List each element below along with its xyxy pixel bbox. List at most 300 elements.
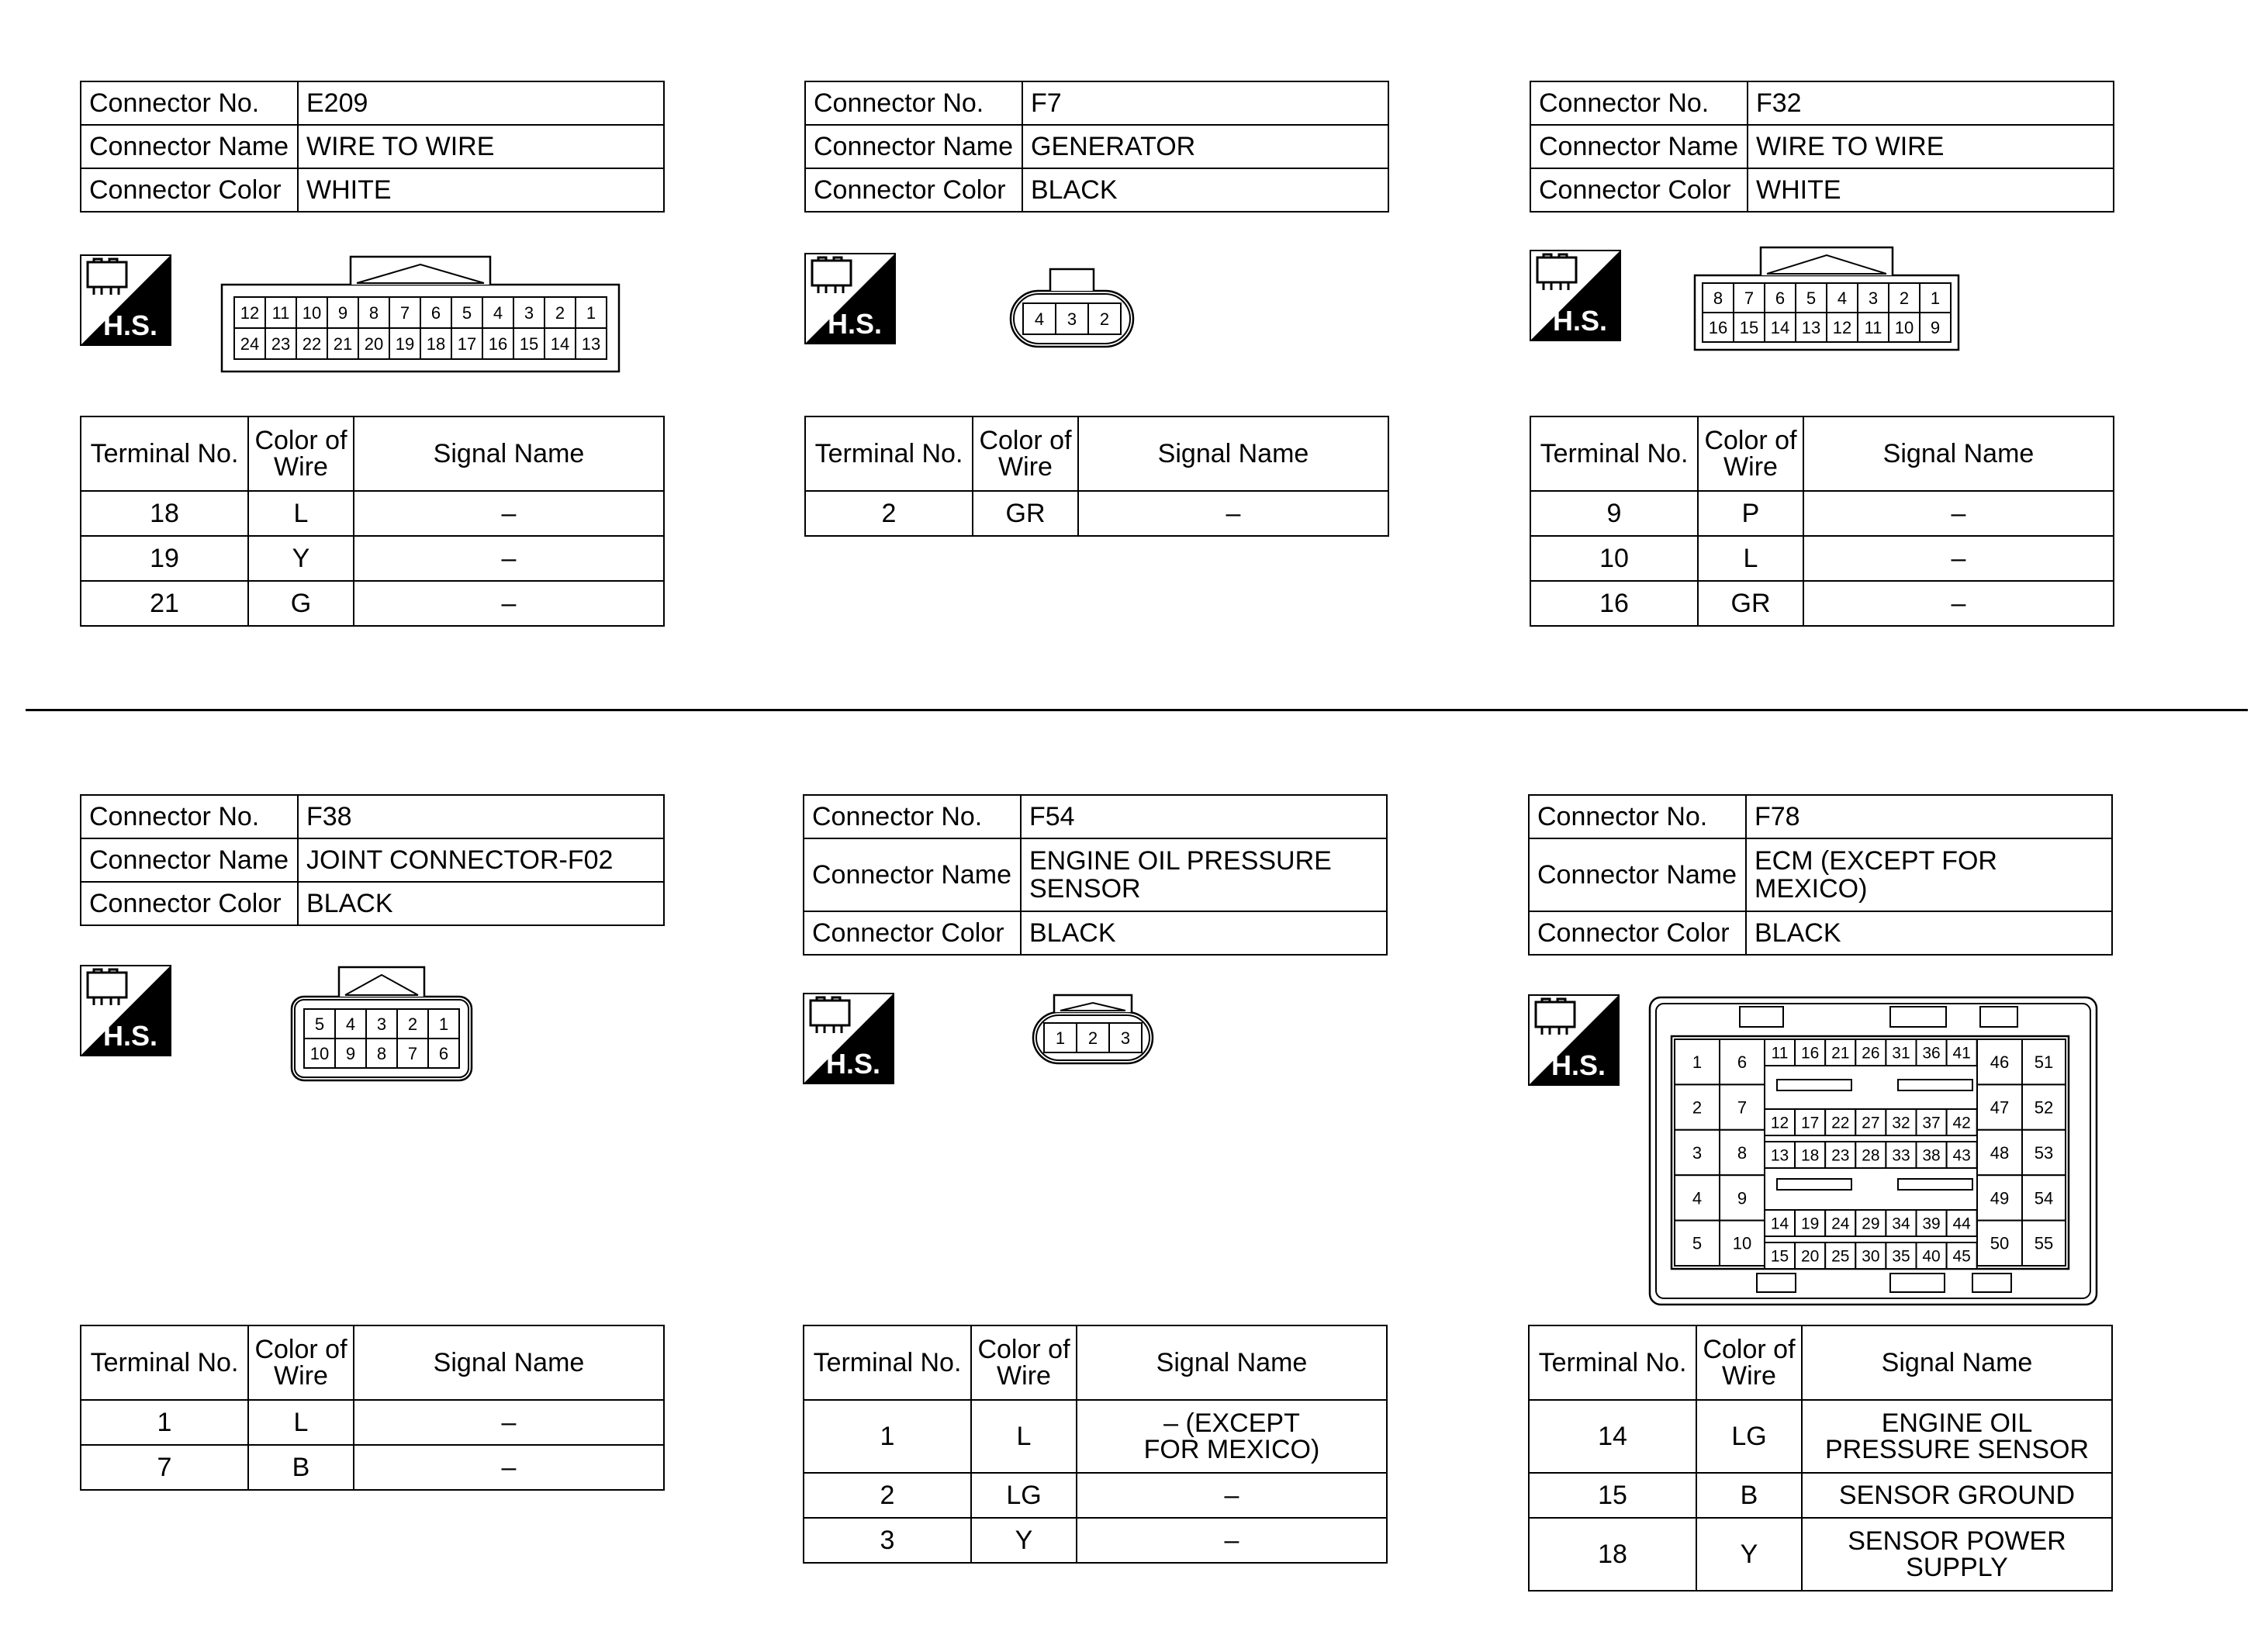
svg-text:3: 3 <box>376 1014 387 1034</box>
connector-no-label: Connector No. <box>805 81 1022 125</box>
terminal-pin <box>1977 1130 2022 1175</box>
connector-name: WIRE TO WIRE <box>298 125 664 168</box>
terminal-pin <box>451 297 482 328</box>
connector-color: BLACK <box>1746 911 2112 955</box>
connector-no: F78 <box>1746 795 2112 838</box>
svg-text:12: 12 <box>240 302 260 323</box>
table-row <box>81 581 664 626</box>
terminal-pin <box>1109 1023 1142 1052</box>
svg-text:14: 14 <box>550 334 570 354</box>
svg-text:9: 9 <box>1930 317 1941 337</box>
terminal-pin <box>420 297 451 328</box>
terminal-pin <box>1917 1109 1947 1135</box>
terminal-pin <box>1077 1023 1109 1052</box>
terminal-pin <box>513 297 545 328</box>
terminal-pin <box>1920 313 1951 342</box>
terminal-pin <box>327 328 358 359</box>
svg-text:17: 17 <box>1800 1114 1820 1132</box>
signal-name: – <box>1803 536 2114 581</box>
connector-no-label: Connector No. <box>804 795 1021 838</box>
terminal-no-header: Terminal No. <box>81 1325 248 1400</box>
terminal-pin <box>1889 283 1920 313</box>
svg-text:11: 11 <box>1864 317 1882 337</box>
terminal-pin <box>513 328 545 359</box>
connector-info-table <box>1530 81 2114 213</box>
terminal-pin <box>1765 1242 1795 1269</box>
connector-drawing <box>1692 245 1961 352</box>
signal-name: – <box>1803 491 2114 536</box>
wire-color-header: Color of Wire <box>248 1325 354 1400</box>
terminal-table <box>803 1325 1388 1564</box>
terminal-pin <box>451 328 482 359</box>
svg-text:27: 27 <box>1862 1114 1880 1132</box>
connector-face-e209 <box>220 254 621 378</box>
terminal-pin <box>1947 1142 1977 1168</box>
signal-name: – <box>354 1445 664 1490</box>
signal-name: SENSOR GROUND <box>1802 1473 2112 1518</box>
terminal-pin <box>1795 1109 1825 1135</box>
svg-text:1: 1 <box>438 1014 449 1034</box>
terminal-pin <box>1825 1109 1855 1135</box>
svg-text:25: 25 <box>1831 1247 1850 1266</box>
svg-text:33: 33 <box>1892 1146 1910 1165</box>
svg-text:1: 1 <box>586 302 596 323</box>
svg-text:2: 2 <box>1899 288 1910 308</box>
terminal-no: 19 <box>81 536 248 581</box>
terminal-no: 15 <box>1529 1473 1696 1518</box>
svg-text:5: 5 <box>1806 288 1817 308</box>
terminal-pin <box>1675 1084 1720 1129</box>
table-row <box>81 1400 664 1445</box>
terminal-pin <box>2022 1130 2066 1175</box>
svg-text:7: 7 <box>1744 288 1755 308</box>
terminal-pin <box>1920 283 1951 313</box>
svg-text:35: 35 <box>1892 1247 1910 1266</box>
svg-text:4: 4 <box>1692 1188 1703 1208</box>
svg-text:42: 42 <box>1952 1114 1971 1132</box>
connector-name-label: Connector Name <box>81 125 298 168</box>
terminal-pin <box>428 1009 459 1039</box>
connector-no: F54 <box>1021 795 1387 838</box>
terminal-pin <box>1917 1142 1947 1168</box>
terminal-pin <box>1703 283 1734 313</box>
connector-name-label: Connector Name <box>81 838 298 882</box>
connector-color-label: Connector Color <box>1530 168 1748 212</box>
svg-text:3: 3 <box>1120 1028 1131 1048</box>
terminal-pin <box>366 1009 397 1039</box>
wire-color-header: Color of Wire <box>973 416 1078 491</box>
connector-no: F38 <box>298 795 664 838</box>
connector-name-label: Connector Name <box>1529 838 1746 911</box>
terminal-pin <box>1947 1039 1977 1066</box>
svg-text:9: 9 <box>1737 1188 1748 1208</box>
signal-name: – <box>1077 1518 1387 1563</box>
terminal-no: 10 <box>1530 536 1698 581</box>
svg-text:8: 8 <box>376 1043 387 1063</box>
svg-text:24: 24 <box>1831 1215 1850 1233</box>
terminal-pin <box>1947 1210 1977 1236</box>
svg-text:55: 55 <box>2034 1233 2054 1253</box>
svg-text:2: 2 <box>555 302 565 323</box>
terminal-pin <box>1917 1210 1947 1236</box>
terminal-pin <box>1855 1242 1886 1269</box>
terminal-pin <box>1886 1242 1916 1269</box>
svg-text:23: 23 <box>271 334 291 354</box>
terminal-pin <box>1825 1242 1855 1269</box>
terminal-pin <box>265 328 296 359</box>
terminal-no: 7 <box>81 1445 248 1490</box>
hs-harness-side-icon <box>1528 994 1620 1086</box>
signal-name: – (EXCEPT FOR MEXICO) <box>1077 1400 1387 1473</box>
svg-text:4: 4 <box>493 302 503 323</box>
svg-text:26: 26 <box>1862 1044 1880 1063</box>
terminal-pin <box>1056 303 1088 334</box>
svg-text:10: 10 <box>302 302 322 323</box>
wire-color: L <box>248 1400 354 1445</box>
svg-text:1: 1 <box>1930 288 1941 308</box>
svg-text:7: 7 <box>399 302 410 323</box>
svg-text:7: 7 <box>407 1043 418 1063</box>
svg-text:34: 34 <box>1892 1215 1910 1233</box>
connector-face-f38 <box>289 965 474 1087</box>
svg-text:30: 30 <box>1862 1247 1880 1266</box>
terminal-pin <box>1703 313 1734 342</box>
svg-text:5: 5 <box>314 1014 325 1034</box>
connector-drawing <box>1648 996 2098 1306</box>
svg-text:20: 20 <box>1800 1247 1820 1266</box>
terminal-pin <box>545 328 576 359</box>
signal-name: – <box>354 581 664 626</box>
svg-text:18: 18 <box>426 334 446 354</box>
svg-text:2: 2 <box>1692 1097 1703 1118</box>
terminal-pin <box>1044 1023 1077 1052</box>
table-row <box>1530 536 2114 581</box>
terminal-pin <box>1023 303 1056 334</box>
terminal-pin <box>1675 1039 1720 1084</box>
terminal-pin <box>428 1039 459 1068</box>
svg-text:1: 1 <box>1692 1052 1703 1073</box>
table-row <box>804 1518 1387 1563</box>
terminal-pin <box>1088 303 1121 334</box>
svg-text:8: 8 <box>368 302 379 323</box>
terminal-pin <box>1825 1142 1855 1168</box>
svg-text:18: 18 <box>1800 1146 1820 1165</box>
svg-text:24: 24 <box>240 334 260 354</box>
signal-name-header: Signal Name <box>1077 1325 1387 1400</box>
hs-label: H.S. <box>825 1048 880 1080</box>
hs-harness-side-icon <box>804 253 896 344</box>
svg-text:3: 3 <box>1692 1142 1703 1163</box>
connector-info-table <box>1528 794 2113 956</box>
terminal-table <box>804 416 1389 537</box>
svg-text:13: 13 <box>1770 1146 1789 1165</box>
terminal-pin <box>1795 1210 1825 1236</box>
terminal-pin <box>389 297 420 328</box>
terminal-pin <box>1675 1175 1720 1220</box>
signal-name: – <box>1077 1473 1387 1518</box>
svg-text:15: 15 <box>1739 317 1759 337</box>
svg-text:16: 16 <box>1708 317 1728 337</box>
section-divider <box>26 709 2248 711</box>
svg-text:48: 48 <box>1990 1142 2010 1163</box>
svg-text:8: 8 <box>1737 1142 1748 1163</box>
connector-color: WHITE <box>1748 168 2114 212</box>
connector-name: WIRE TO WIRE <box>1748 125 2114 168</box>
svg-text:54: 54 <box>2034 1188 2054 1208</box>
wire-color: P <box>1698 491 1803 536</box>
connector-no-label: Connector No. <box>81 795 298 838</box>
svg-text:21: 21 <box>333 334 353 354</box>
terminal-pin <box>1855 1039 1886 1066</box>
terminal-pin <box>1796 313 1827 342</box>
svg-text:2: 2 <box>1099 309 1110 329</box>
wire-color: L <box>248 491 354 536</box>
terminal-pin <box>358 328 389 359</box>
svg-text:16: 16 <box>1800 1044 1820 1063</box>
terminal-pin <box>1889 313 1920 342</box>
terminal-no-header: Terminal No. <box>1529 1325 1696 1400</box>
terminal-pin <box>1858 313 1889 342</box>
terminal-pin <box>1947 1242 1977 1269</box>
hs-harness-side-icon <box>1530 250 1621 341</box>
svg-text:3: 3 <box>1067 309 1077 329</box>
signal-name-header: Signal Name <box>354 416 664 491</box>
connector-face-f32 <box>1692 245 1961 356</box>
wire-color: B <box>248 1445 354 1490</box>
svg-text:29: 29 <box>1862 1215 1880 1233</box>
connector-name-label: Connector Name <box>1530 125 1748 168</box>
terminal-pin <box>1977 1084 2022 1129</box>
terminal-pin <box>1734 283 1765 313</box>
table-row <box>804 1400 1387 1473</box>
terminal-pin <box>1855 1210 1886 1236</box>
terminal-pin <box>1827 313 1858 342</box>
hs-harness-side-icon <box>803 993 894 1084</box>
terminal-pin <box>1825 1210 1855 1236</box>
svg-text:22: 22 <box>302 334 322 354</box>
wire-color: L <box>1698 536 1803 581</box>
svg-text:4: 4 <box>345 1014 356 1034</box>
terminal-pin <box>1855 1109 1886 1135</box>
svg-text:11: 11 <box>271 302 290 323</box>
svg-text:51: 51 <box>2034 1052 2054 1073</box>
svg-text:4: 4 <box>1034 309 1045 329</box>
terminal-pin <box>1977 1221 2022 1266</box>
terminal-pin <box>482 297 513 328</box>
svg-text:41: 41 <box>1952 1044 1971 1063</box>
connector-name: JOINT CONNECTOR-F02 <box>298 838 664 882</box>
svg-text:12: 12 <box>1832 317 1852 337</box>
svg-text:15: 15 <box>519 334 539 354</box>
terminal-pin <box>1765 1109 1795 1135</box>
connector-no: F32 <box>1748 81 2114 125</box>
svg-text:38: 38 <box>1922 1146 1941 1165</box>
svg-text:52: 52 <box>2034 1097 2054 1118</box>
svg-text:23: 23 <box>1831 1146 1850 1165</box>
signal-name: SENSOR POWER SUPPLY <box>1802 1518 2112 1591</box>
wire-color-header: Color of Wire <box>1696 1325 1802 1400</box>
table-row <box>805 491 1388 536</box>
hs-label: H.S. <box>102 309 157 341</box>
connector-color: WHITE <box>298 168 664 212</box>
hs-label: H.S. <box>102 1020 157 1052</box>
terminal-no: 21 <box>81 581 248 626</box>
terminal-pin <box>1795 1242 1825 1269</box>
connector-info-table <box>80 794 665 926</box>
terminal-pin <box>304 1009 335 1039</box>
connector-drawing <box>289 965 474 1083</box>
svg-text:21: 21 <box>1831 1044 1850 1063</box>
terminal-pin <box>1947 1109 1977 1135</box>
svg-text:5: 5 <box>462 302 472 323</box>
connector-drawing <box>1031 993 1155 1066</box>
connector-panel-f38 <box>80 794 669 1482</box>
terminal-no: 14 <box>1529 1400 1696 1473</box>
svg-text:31: 31 <box>1892 1044 1910 1063</box>
terminal-pin <box>1734 313 1765 342</box>
terminal-no-header: Terminal No. <box>1530 416 1698 491</box>
terminal-pin <box>2022 1039 2066 1084</box>
terminal-pin <box>2022 1175 2066 1220</box>
connector-panel-f54 <box>803 794 1392 1555</box>
svg-text:39: 39 <box>1922 1215 1941 1233</box>
wire-color: GR <box>1698 581 1803 626</box>
terminal-pin <box>1720 1221 1765 1266</box>
svg-text:32: 32 <box>1892 1114 1910 1132</box>
wire-color: GR <box>973 491 1078 536</box>
signal-name-header: Signal Name <box>1078 416 1388 491</box>
svg-text:17: 17 <box>457 334 477 354</box>
terminal-pin <box>482 328 513 359</box>
connector-name-label: Connector Name <box>804 838 1021 911</box>
terminal-table <box>80 1325 665 1491</box>
svg-text:10: 10 <box>309 1043 330 1063</box>
connector-info-table <box>804 81 1389 213</box>
terminal-pin <box>2022 1084 2066 1129</box>
terminal-pin <box>358 297 389 328</box>
connector-drawing <box>220 254 621 374</box>
table-row <box>81 1445 664 1490</box>
terminal-no: 18 <box>81 491 248 536</box>
wire-color-header: Color of Wire <box>971 1325 1077 1400</box>
signal-name: ENGINE OIL PRESSURE SENSOR <box>1802 1400 2112 1473</box>
terminal-no: 16 <box>1530 581 1698 626</box>
svg-text:2: 2 <box>407 1014 418 1034</box>
terminal-pin <box>327 297 358 328</box>
terminal-pin <box>335 1009 366 1039</box>
terminal-pin <box>1796 283 1827 313</box>
wire-color: Y <box>248 536 354 581</box>
svg-text:16: 16 <box>488 334 508 354</box>
terminal-pin <box>545 297 576 328</box>
signal-name: – <box>354 491 664 536</box>
svg-text:40: 40 <box>1922 1247 1941 1266</box>
terminal-pin <box>420 328 451 359</box>
connector-no-label: Connector No. <box>81 81 298 125</box>
connector-color-label: Connector Color <box>804 911 1021 955</box>
svg-text:22: 22 <box>1831 1114 1850 1132</box>
wire-color: LG <box>971 1473 1077 1518</box>
wire-color: B <box>1696 1473 1802 1518</box>
svg-text:10: 10 <box>1894 317 1914 337</box>
svg-text:13: 13 <box>1801 317 1821 337</box>
connector-color: BLACK <box>1021 911 1387 955</box>
svg-text:53: 53 <box>2034 1142 2054 1163</box>
terminal-pin <box>234 328 265 359</box>
table-row <box>81 491 664 536</box>
terminal-pin <box>397 1009 428 1039</box>
wire-color-header: Color of Wire <box>1698 416 1803 491</box>
terminal-pin <box>1675 1221 1720 1266</box>
svg-text:28: 28 <box>1862 1146 1880 1165</box>
terminal-pin <box>1795 1142 1825 1168</box>
terminal-pin <box>1765 1142 1795 1168</box>
wire-color: Y <box>1696 1518 1802 1591</box>
terminal-pin <box>1720 1130 1765 1175</box>
svg-text:9: 9 <box>337 302 348 323</box>
table-row <box>1530 581 2114 626</box>
wire-color: Y <box>971 1518 1077 1563</box>
connector-name-label: Connector Name <box>805 125 1022 168</box>
connector-info-table <box>80 81 665 213</box>
connector-color: BLACK <box>298 882 664 925</box>
terminal-table <box>1530 416 2114 627</box>
svg-text:10: 10 <box>1732 1233 1752 1253</box>
svg-text:11: 11 <box>1771 1044 1789 1063</box>
connector-drawing <box>1008 267 1136 349</box>
terminal-pin <box>1855 1142 1886 1168</box>
hs-harness-side-icon <box>80 254 171 346</box>
terminal-table <box>80 416 665 627</box>
signal-name: – <box>354 1400 664 1445</box>
svg-text:4: 4 <box>1837 288 1848 308</box>
signal-name-header: Signal Name <box>1803 416 2114 491</box>
terminal-pin <box>1917 1242 1947 1269</box>
svg-text:14: 14 <box>1770 317 1790 337</box>
terminal-pin <box>1675 1130 1720 1175</box>
svg-text:2: 2 <box>1087 1028 1098 1048</box>
terminal-pin <box>1720 1084 1765 1129</box>
terminal-no: 2 <box>805 491 973 536</box>
terminal-no: 2 <box>804 1473 971 1518</box>
connector-face-f78 <box>1648 996 2098 1310</box>
svg-text:13: 13 <box>581 334 601 354</box>
terminal-pin <box>234 297 265 328</box>
terminal-pin <box>1886 1109 1916 1135</box>
svg-text:49: 49 <box>1990 1188 2010 1208</box>
table-row <box>1529 1473 2112 1518</box>
wire-color: LG <box>1696 1400 1802 1473</box>
signal-name: – <box>1078 491 1388 536</box>
table-row <box>81 536 664 581</box>
svg-text:37: 37 <box>1922 1114 1941 1132</box>
terminal-pin <box>366 1039 397 1068</box>
connector-no-label: Connector No. <box>1530 81 1748 125</box>
svg-text:45: 45 <box>1952 1247 1971 1266</box>
connector-panel-e209 <box>80 81 669 618</box>
connector-face-f54 <box>1031 993 1155 1070</box>
terminal-pin <box>397 1039 428 1068</box>
hs-label: H.S. <box>1551 1049 1606 1081</box>
hs-harness-side-icon <box>80 965 171 1056</box>
terminal-no: 9 <box>1530 491 1698 536</box>
terminal-pin <box>265 297 296 328</box>
terminal-pin <box>1720 1175 1765 1220</box>
signal-name: – <box>1803 581 2114 626</box>
connector-name: GENERATOR <box>1022 125 1388 168</box>
terminal-no: 3 <box>804 1518 971 1563</box>
svg-text:7: 7 <box>1737 1097 1748 1118</box>
